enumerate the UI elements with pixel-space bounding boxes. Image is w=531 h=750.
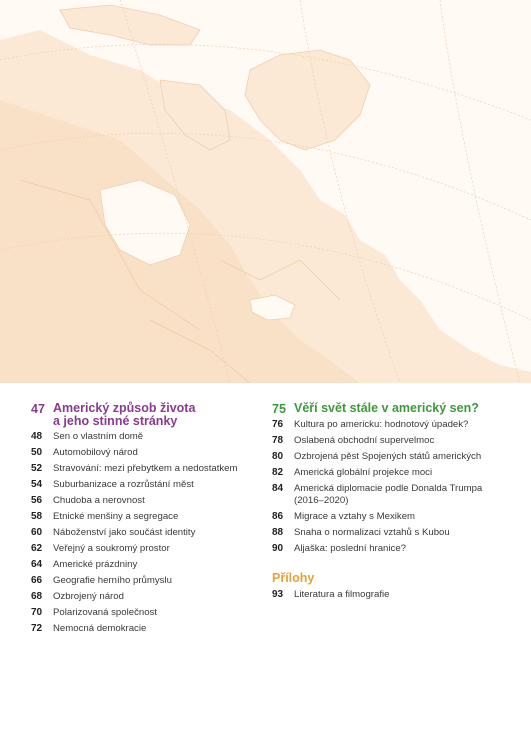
toc-entry[interactable] — [31, 559, 261, 575]
section-page-number: 75 — [272, 402, 286, 416]
entry-page-number: 90 — [272, 543, 284, 554]
toc-entry[interactable] — [31, 447, 261, 463]
toc-entry[interactable] — [31, 463, 261, 479]
entry-title — [294, 467, 432, 479]
entry-page-number: 68 — [31, 591, 43, 602]
entry-page-number: 52 — [31, 463, 43, 474]
entry-title-line: Kultura po americku: hodnotový úpadek? — [294, 419, 469, 430]
entry-page-number: 78 — [272, 435, 284, 446]
toc-entry[interactable] — [272, 435, 512, 451]
entry-title-line2: (2016–2020) — [294, 495, 349, 506]
entry-page-number: 50 — [31, 447, 43, 458]
entry-title — [53, 479, 194, 491]
entry-title-line: Nemocná demokracie — [53, 623, 147, 634]
annex-list — [272, 589, 512, 605]
entry-page-number: 88 — [272, 527, 284, 538]
entry-title-line: Americká globální projekce moci — [294, 467, 433, 478]
entry-title-line: Migrace a vztahy s Mexikem — [294, 511, 416, 522]
entry-page-number: 80 — [272, 451, 284, 462]
entry-title — [53, 511, 178, 523]
entry-title-line: Geografie herního průmyslu — [53, 575, 172, 586]
toc-entry[interactable] — [31, 511, 261, 527]
entry-page-number: 48 — [31, 431, 43, 442]
entry-title-line: Americké prázdniny — [53, 559, 138, 570]
entry-page-number: 70 — [31, 607, 43, 618]
toc-entry[interactable] — [31, 495, 261, 511]
entry-title — [294, 483, 482, 507]
entry-title — [294, 543, 406, 555]
toc-entry[interactable] — [272, 543, 512, 559]
entry-title-line: Snaha o normalizaci vztahů s Kubou — [294, 527, 450, 538]
entry-page-number: 66 — [31, 575, 43, 586]
entry-title — [53, 527, 195, 539]
toc-entry[interactable] — [272, 527, 512, 543]
entry-title — [53, 623, 146, 635]
entry-page-number: 58 — [31, 511, 43, 522]
entry-title — [294, 419, 468, 431]
toc-entry[interactable] — [31, 479, 261, 495]
section-page-number: 47 — [31, 402, 45, 416]
toc-entry[interactable] — [272, 483, 512, 511]
entry-page-number: 84 — [272, 483, 284, 494]
entry-title-line: Aljaška: poslední hranice? — [294, 543, 406, 554]
entry-title — [53, 559, 137, 571]
toc-left-list — [31, 431, 261, 639]
entry-title — [294, 451, 481, 463]
toc-right-list — [272, 419, 512, 559]
toc-section-heading — [31, 402, 261, 428]
toc-left-column — [31, 402, 261, 639]
toc-entry[interactable] — [31, 575, 261, 591]
entry-title-line: Literatura a filmografie — [294, 589, 390, 600]
annex-heading: Přílohy — [272, 571, 315, 585]
entry-title-line: Americká diplomacie podle Donalda Trumpa — [294, 483, 483, 494]
entry-title-line: Ozbrojená pěst Spojených států amerických — [294, 451, 482, 462]
entry-title — [53, 463, 238, 475]
entry-title — [53, 607, 157, 619]
toc-section-heading — [272, 402, 512, 416]
entry-title — [294, 589, 389, 601]
toc-entry[interactable] — [272, 511, 512, 527]
toc-entry[interactable] — [272, 589, 512, 605]
entry-title-line: Ozbrojený národ — [53, 591, 124, 602]
toc-entry[interactable] — [31, 431, 261, 447]
toc-entry[interactable] — [31, 623, 261, 639]
section-title: Věří svět stále v americký sen? — [294, 401, 479, 415]
entry-title-line: Suburbanizace a rozrůstání měst — [53, 479, 194, 490]
section-title-line1: Americký způsob života — [53, 401, 196, 415]
toc-entry[interactable] — [31, 527, 261, 543]
entry-title-line: Stravování: mezi přebytkem a nedostatkem — [53, 463, 238, 474]
section-title-line2: a jeho stinné stránky — [53, 414, 178, 428]
entry-title-line: Oslabená obchodní supervelmoc — [294, 435, 435, 446]
entry-page-number: 93 — [272, 589, 284, 600]
entry-title — [294, 435, 434, 447]
toc-entry[interactable] — [31, 607, 261, 623]
entry-title-line: Sen o vlastním domě — [53, 431, 144, 442]
entry-page-number: 60 — [31, 527, 43, 538]
toc-entry[interactable] — [31, 591, 261, 607]
entry-title-line: Automobilový národ — [53, 447, 138, 458]
toc-right-column — [272, 402, 512, 605]
entry-page-number: 82 — [272, 467, 284, 478]
entry-title — [53, 575, 172, 587]
section-title — [53, 402, 195, 428]
entry-title — [53, 447, 138, 459]
entry-title — [53, 591, 124, 603]
entry-title — [53, 543, 170, 555]
entry-page-number: 76 — [272, 419, 284, 430]
toc-entry[interactable] — [31, 543, 261, 559]
entry-title-line: Etnické menšiny a segregace — [53, 511, 179, 522]
entry-page-number: 64 — [31, 559, 43, 570]
toc-entry[interactable] — [272, 467, 512, 483]
entry-page-number: 56 — [31, 495, 43, 506]
entry-title — [53, 431, 143, 443]
entry-title — [294, 527, 450, 539]
entry-title-line: Polarizovaná společnost — [53, 607, 157, 618]
entry-title-line: Veřejný a soukromý prostor — [53, 543, 170, 554]
entry-title — [294, 511, 415, 523]
toc-entry[interactable] — [272, 419, 512, 435]
entry-page-number: 86 — [272, 511, 284, 522]
entry-page-number: 54 — [31, 479, 43, 490]
entry-title-line: Chudoba a nerovnost — [53, 495, 145, 506]
entry-title — [53, 495, 145, 507]
toc-entry[interactable] — [272, 451, 512, 467]
entry-title-line: Náboženství jako součást identity — [53, 527, 196, 538]
entry-page-number: 72 — [31, 623, 43, 634]
entry-page-number: 62 — [31, 543, 43, 554]
